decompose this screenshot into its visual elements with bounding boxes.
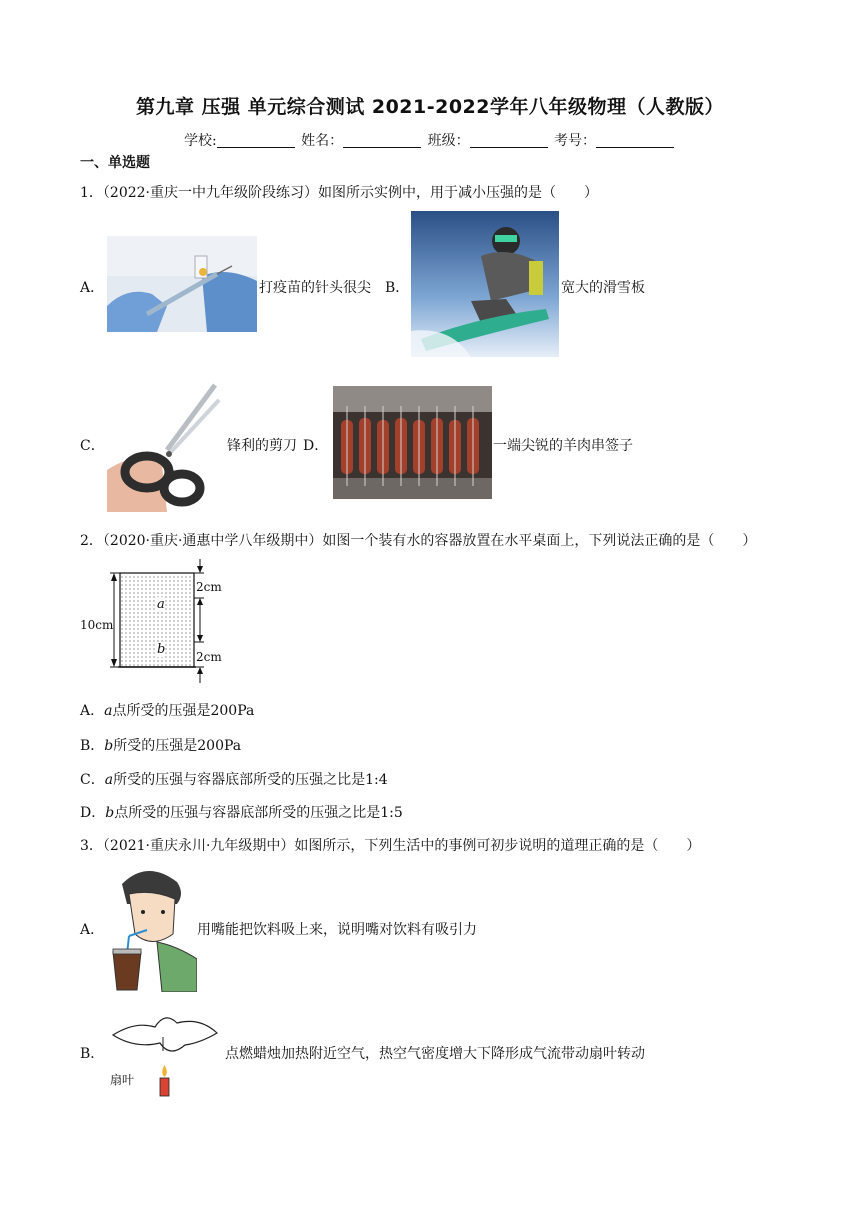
name-blank [343,133,421,148]
q1-option-b-label: B． [385,280,410,296]
q2-option-c-label: C． [80,772,105,788]
q1-option-b-text: 宽大的滑雪板 [561,280,645,296]
lamb-skewers-image [333,386,492,499]
q1-option-c-label: C． [80,438,105,454]
class-label: 班级： [427,133,470,149]
fan-blade-label: 扇叶 [110,1073,135,1087]
q1-option-d-text: 一端尖锐的羊肉串签子 [493,438,633,454]
q2-top-depth-label: 2cm [196,580,222,594]
q2-option-d [80,802,403,822]
q2-option-d-var: b [105,805,115,821]
q2-option-d-label: D． [80,805,106,821]
q2-stem: 2．（2020·重庆·通惠中学八年级期中）如图一个装有水的容器放置在水平桌面上，下列说法正确的是（ ） [80,533,757,549]
drinking-straw-image [107,864,197,992]
snowboard-image [411,211,559,357]
q3-option-b-label: B． [80,1046,105,1062]
q3-option-b-text: 点燃蜡烛加热附近空气，热空气密度增大下降形成气流带动扇叶转动 [225,1046,645,1062]
q2-option-c [80,769,388,789]
q2-option-a [80,700,254,720]
section-heading: 一、单选题 [80,155,150,171]
q2-option-b-label: B． [80,738,105,754]
name-label: 姓名： [301,133,344,149]
q2-option-c-var: a [104,772,114,788]
school-label: 学校: [183,133,217,149]
q2-bottom-height-label: 2cm [196,650,222,664]
q2-point-a: a [157,597,165,612]
q1-option-c-text: 锋利的剪刀 [227,438,297,454]
q2-option-b-var: b [104,738,114,754]
q1-stem: 1．（2022·重庆一中九年级阶段练习）如图所示实例中，用于减小压强的是（ ） [80,185,598,201]
q2-option-d-text: 点所受的压强与容器底部所受的压强之比是1:5 [114,805,403,821]
school-blank [217,133,295,148]
q3-option-a-text: 用嘴能把饮料吸上来，说明嘴对饮料有吸引力 [197,922,477,938]
q2-point-b: b [157,642,166,657]
student-info-line [0,130,860,150]
scissors-image [107,380,222,512]
q2-option-b [80,735,241,755]
q2-option-a-text: 点所受的压强是200Pa [112,703,255,719]
q1-option-d-label: D． [303,438,329,454]
exam-no-label: 考号： [554,133,597,149]
q3-option-a-label: A． [80,922,105,938]
q2-option-c-text: 所受的压强与容器底部所受的压强之比是1:4 [113,772,388,788]
q2-height-label: 10cm [80,618,114,632]
q1-option-a-text: 打疫苗的针头很尖 [259,280,371,296]
q3-stem: 3．（2021·重庆永川·九年级期中）如图所示，下列生活中的事例可初步说明的道理正确的是（ ） [80,838,701,854]
exam-no-blank [596,133,674,148]
q2-option-b-text: 所受的压强是200Pa [113,738,242,754]
class-blank [470,133,548,148]
vaccine-needle-image [107,236,257,332]
page-title: 第九章 压强 单元综合测试 2021-2022学年八年级物理（人教版） [136,96,724,118]
q2-option-a-label: A． [80,703,105,719]
q1-option-a-label: A． [80,280,105,296]
q2-option-a-var: a [104,703,113,719]
